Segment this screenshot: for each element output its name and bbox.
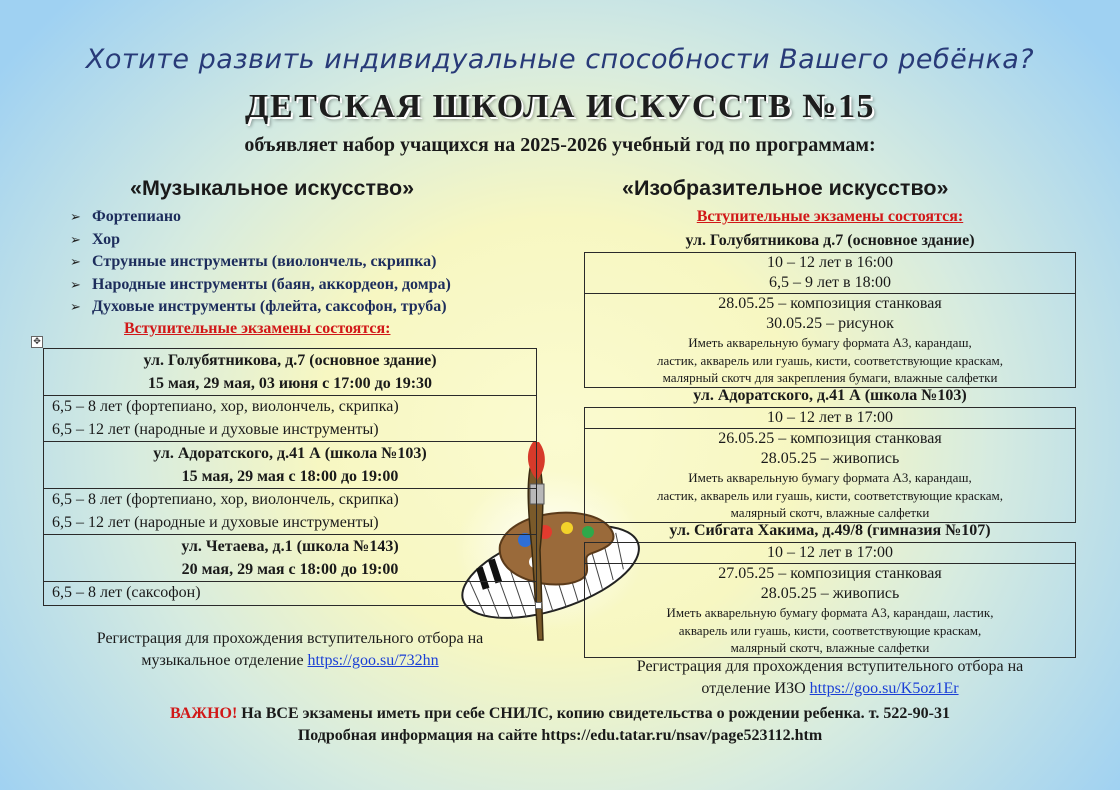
table-resize-handle[interactable] [535,602,542,609]
art-section-title: «Изобразительное искусство» [622,176,949,200]
table-cell: ул. Адоратского, д.41 А (школа №103) 15 мая, 29 мая с 18:00 до 19:00 [44,442,537,489]
table-row [44,535,537,582]
table-row [585,294,1076,388]
music-section-title: «Музыкальное искусство» [130,176,415,200]
table-cell: 27.05.25 – композиция станковая 28.05.25 – живопись Иметь акварельную бумагу формата А3, карандаш, ластик, акварель или гуашь, кисти, соответствующие краскам, малярный скотч, влажные салфетки [585,564,1076,658]
art-exams-table-3 [584,542,1076,658]
art-exams-table-1 [584,252,1076,388]
table-row [585,429,1076,523]
arrow-bullet-icon: ➢ [70,277,81,293]
music-exams-table [43,348,537,606]
table-row [585,543,1076,564]
table-cell: 6,5 – 8 лет (фортепиано, хор, виолончель, скрипка) 6,5 – 12 лет (народные и духовые инструменты) [44,396,537,442]
list-item: ➢ Струнные инструменты (виолончель, скрипка) [70,251,540,274]
table-row [44,396,537,442]
music-programs-list [70,206,540,319]
arrow-bullet-icon: ➢ [70,255,81,270]
important-notice [0,705,1120,723]
art-registration: Регистрация для прохождения вступительного отбора на отделение ИЗО https://goo.su/K5oz1Er [636,658,1024,697]
list-item: ➢ Хор [70,229,540,252]
list-item: ➢ Народные инструменты (баян, аккордеон, домра) [70,274,540,297]
list-item: ➢ Фортепиано [70,206,540,229]
table-cell: 28.05.25 – композиция станковая 30.05.25 – рисунок Иметь акварельную бумагу формата А3, карандаш, ластик, акварель или гуашь, кисти, соответствующие краскам, малярный скотч для закрепления бумаги, влажные салфетки [585,294,1076,388]
art-location-address: ул. Сибгата Хакима, д.49/8 (гимназия №107) [669,522,991,539]
arrow-bullet-icon: ➢ [70,210,81,225]
art-location-address: ул. Адоратского, д.41 А (школа №103) [693,387,967,404]
table-row [585,408,1076,429]
music-registration-link[interactable]: https://goo.su/732hn [307,652,439,669]
table-row [44,349,537,396]
music-exams-heading: Вступительные экзамены состоятся: [124,320,391,337]
table-row [44,489,537,535]
list-item: ➢ Духовые инструменты (флейта, саксофон, труба) [70,296,540,319]
table-cell: 6,5 – 8 лет (фортепиано, хор, виолончель, скрипка) 6,5 – 12 лет (народные и духовые инструменты) [44,489,537,535]
art-exams-table-2 [584,407,1076,523]
important-label: ВАЖНО! [170,705,238,722]
table-cell: ул. Голубятникова, д.7 (основное здание) 15 мая, 29 мая, 03 июня с 17:00 до 19:30 [44,349,537,396]
table-row [44,582,537,606]
table-cell: 10 – 12 лет в 17:00 [585,408,1076,429]
more-info: Подробная информация на сайте https://edu.tatar.ru/nsav/page523112.htm [297,727,823,744]
important-text: На ВСЕ экзамены иметь при себе СНИЛС, копию свидетельства о рождении ребенка. т. 522-90-31 [241,705,950,722]
table-row [44,442,537,489]
table-cell: 10 – 12 лет в 16:00 6,5 – 9 лет в 18:00 [585,253,1076,294]
table-move-handle-icon[interactable]: ✥ [31,336,43,348]
art-exams-heading: Вступительные экзамены состоятся: [696,208,964,225]
table-cell: 26.05.25 – композиция станковая 28.05.25 – живопись Иметь акварельную бумагу формата А3, карандаш, ластик, акварель или гуашь, кисти, соответствующие краскам, малярный скотч, влажные салфетки [585,429,1076,523]
subtitle: объявляет набор учащихся на 2025-2026 учебный год по программам: [244,134,876,156]
table-cell: 10 – 12 лет в 17:00 [585,543,1076,564]
art-location-address: ул. Голубятникова д.7 (основное здание) [685,232,975,249]
art-registration-link[interactable]: https://goo.su/K5oz1Er [809,680,959,697]
table-row [585,253,1076,294]
table-row [585,564,1076,658]
arrow-bullet-icon: ➢ [70,300,81,315]
table-cell: ул. Четаева, д.1 (школа №143) 20 мая, 29 мая с 18:00 до 19:00 [44,535,537,582]
tagline: Хотите развить индивидуальные способности Вашего ребёнка? [85,44,1035,75]
table-cell: 6,5 – 8 лет (саксофон) [44,582,537,606]
school-title: ДЕТСКАЯ ШКОЛА ИСКУССТВ №15 [245,88,875,125]
arrow-bullet-icon: ➢ [70,232,81,248]
music-registration: Регистрация для прохождения вступительного отбора на музыкальное отделение https://goo.su/732hn [96,630,484,669]
